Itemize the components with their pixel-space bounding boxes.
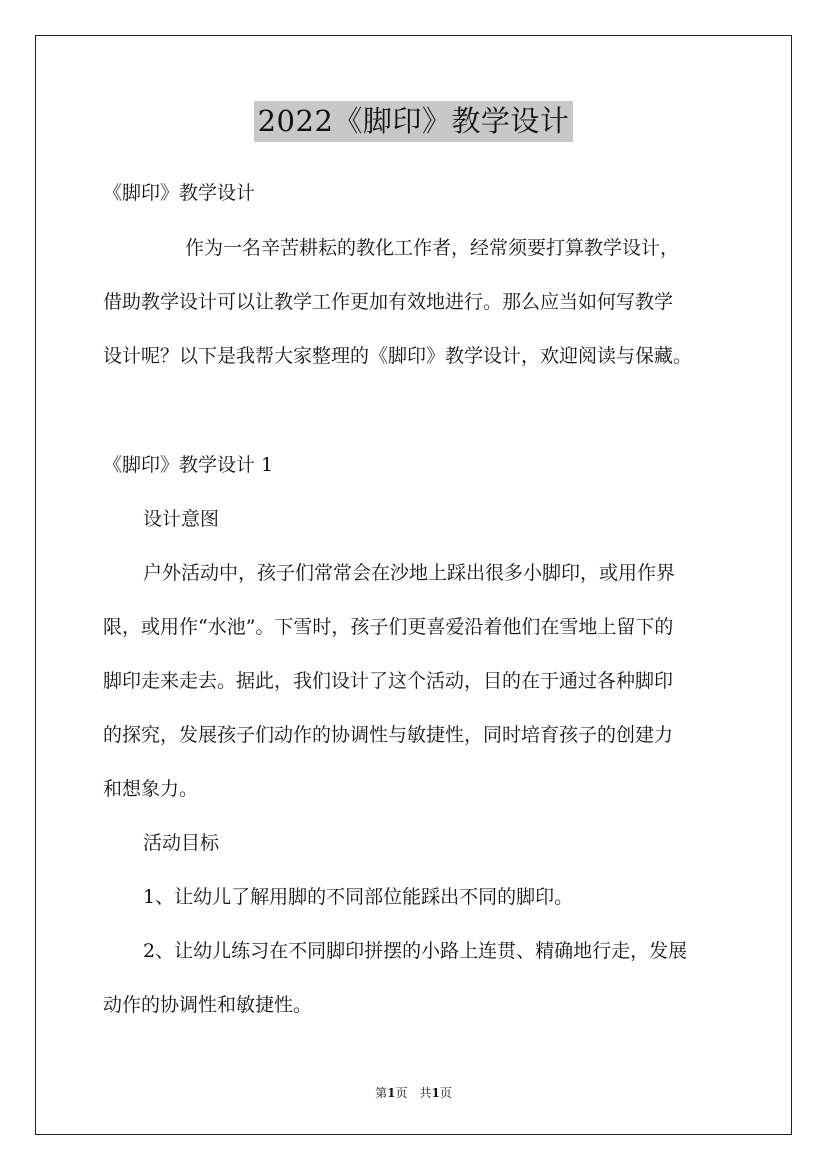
document-title: 2022《脚印》教学设计 [254, 101, 574, 142]
design-intent-line-4: 的探究，发展孩子们动作的协调性与敏捷性，同时培育孩子的创建力 [103, 724, 674, 746]
page-footer [0, 1085, 827, 1101]
goal-1: 1、让幼儿了解用脚的不同部位能踩出不同的脚印。 [143, 886, 574, 908]
footer-page-mid: 页 共 [395, 1086, 432, 1100]
title-container [0, 101, 827, 142]
design-intent-line-5: 和想象力。 [103, 778, 199, 800]
intro-line-2: 借助教学设计可以让教学工作更加有效地进行。那么应当如何写教学 [103, 291, 674, 313]
goals-heading: 活动目标 [143, 832, 220, 854]
design-intent-line-2: 限，或用作“水池”。下雪时，孩子们更喜爱沿着他们在雪地上留下的 [103, 616, 674, 638]
design-intent-line-1: 户外活动中，孩子们常常会在沙地上踩出很多小脚印，或用作界 [143, 562, 676, 584]
goal-2-line-1: 2、让幼儿练习在不同脚印拼摆的小路上连贯、精确地行走，发展 [143, 940, 688, 962]
goal-2-line-2: 动作的协调性和敏捷性。 [103, 994, 313, 1016]
footer-page-suffix: 页 [439, 1086, 452, 1100]
design-intent-heading: 设计意图 [143, 508, 220, 530]
footer-page-prefix: 第 [375, 1086, 388, 1100]
document-subtitle: 《脚印》教学设计 [103, 182, 256, 204]
design-intent-line-3: 脚印走来走去。据此，我们设计了这个活动，目的在于通过各种脚印 [103, 670, 674, 692]
footer-page-total: 1 [431, 1086, 440, 1100]
intro-line-1: 作为一名辛苦耕耘的教化工作者，经常须要打算教学设计， [185, 237, 680, 259]
footer-page-number: 1 [387, 1086, 396, 1100]
section-heading: 《脚印》教学设计 1 [103, 454, 274, 476]
intro-line-3: 设计呢？以下是我帮大家整理的《脚印》教学设计，欢迎阅读与保藏。 [103, 345, 693, 367]
